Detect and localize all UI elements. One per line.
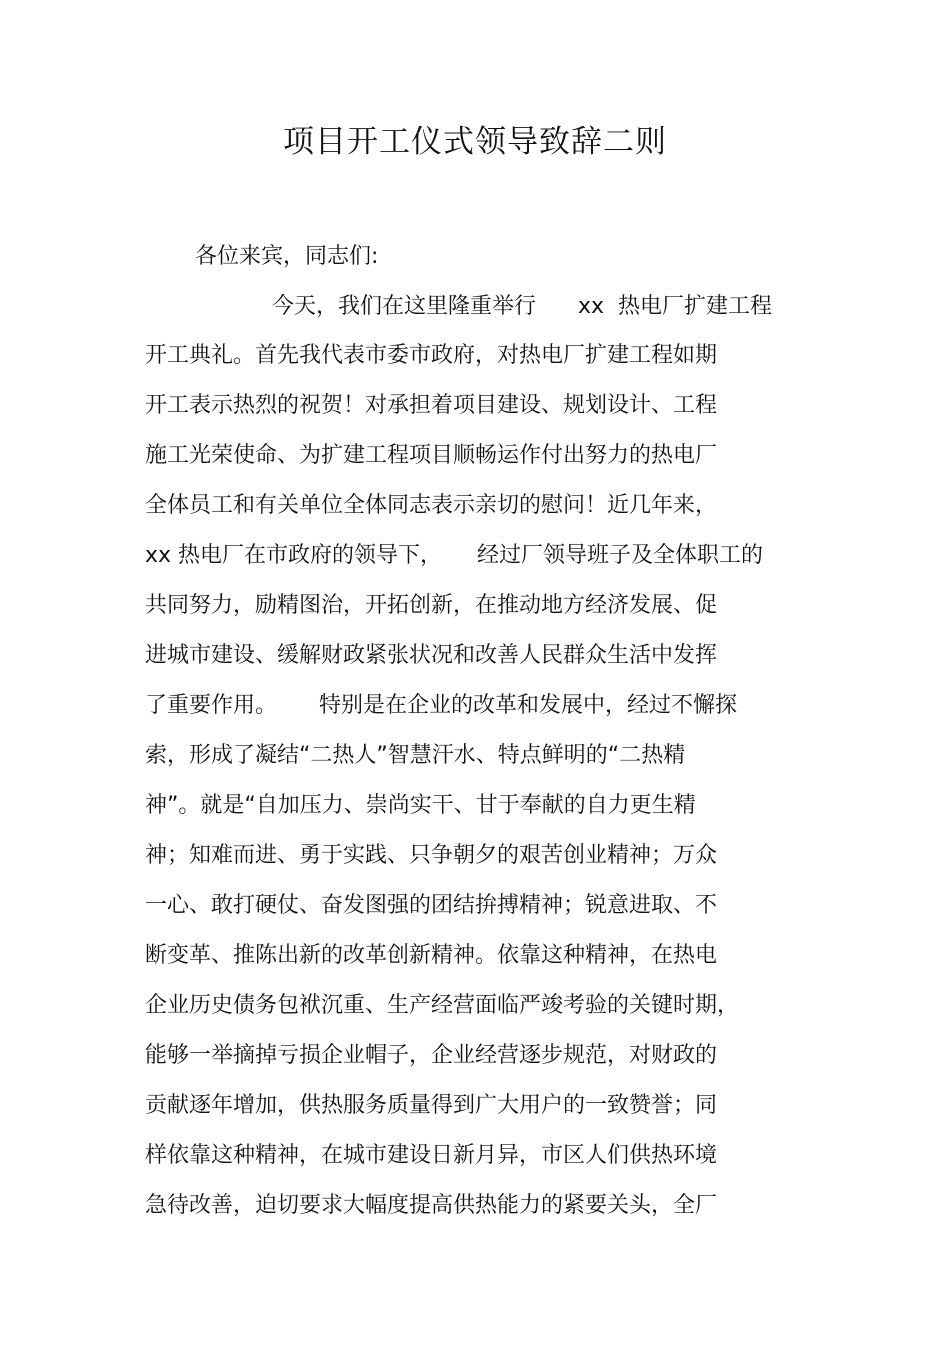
document-title: 项目开工仪式领导致辞二则: [283, 124, 667, 160]
body-line-18: 样依靠这种精神，在城市建设日新月异，市区人们供热环境: [145, 1143, 718, 1168]
body-line-1: 今天，我们在这里隆重举行 xx 热电厂扩建工程: [272, 294, 772, 319]
greeting-line: 各位来宾，同志们:: [195, 244, 379, 269]
body-line-10: 索，形成了凝结“二热人”智慧汗水、特点鲜明的“二热精: [145, 743, 686, 768]
body-line-4: 施工光荣使命、为扩建工程项目顺畅运作付出努力的热电厂: [145, 443, 718, 468]
body-line-8: 进城市建设、缓解财政紧张状况和改善人民群众生活中发挥: [145, 643, 718, 668]
body-line-17: 贡献逐年增加，供热服务质量得到广大用户的一致赞誉；同: [145, 1093, 718, 1118]
body-line-5: 全体员工和有关单位全体同志表示亲切的慰问！近几年来，: [145, 493, 718, 518]
body-line-9: 了重要作用。 特别是在企业的改革和发展中，经过不懈探: [145, 693, 737, 718]
body-line-12: 神；知难而进、勇于实践、只争朝夕的艰苦创业精神；万众: [145, 843, 718, 868]
body-line-14: 断变革、推陈出新的改革创新精神。依靠这种精神，在热电: [145, 943, 718, 968]
body-line-3: 开工表示热烈的祝贺！对承担着项目建设、规划设计、工程: [145, 393, 718, 418]
body-line-2: 开工典礼。首先我代表市委市政府，对热电厂扩建工程如期: [145, 343, 718, 368]
body-line-16: 能够一举摘掉亏损企业帽子，企业经营逐步规范，对财政的: [145, 1043, 718, 1068]
body-line-7: 共同努力，励精图治，开拓创新，在推动地方经济发展、促: [145, 593, 718, 618]
body-line-19: 急待改善，迫切要求大幅度提高供热能力的紧要关头，全厂: [145, 1193, 718, 1218]
body-line-15: 企业历史债务包袱沉重、生产经营面临严竣考验的关键时期，: [145, 993, 740, 1018]
body-line-6: xx 热电厂在市政府的领导下， 经过厂领导班子及全体职工的: [145, 543, 763, 568]
body-line-13: 一心、敢打硬仗、奋发图强的团结拚搏精神；锐意进取、不: [145, 893, 718, 918]
body-line-11: 神”。就是“自加压力、崇尚实干、甘于奉献的自力更生精: [145, 793, 696, 818]
